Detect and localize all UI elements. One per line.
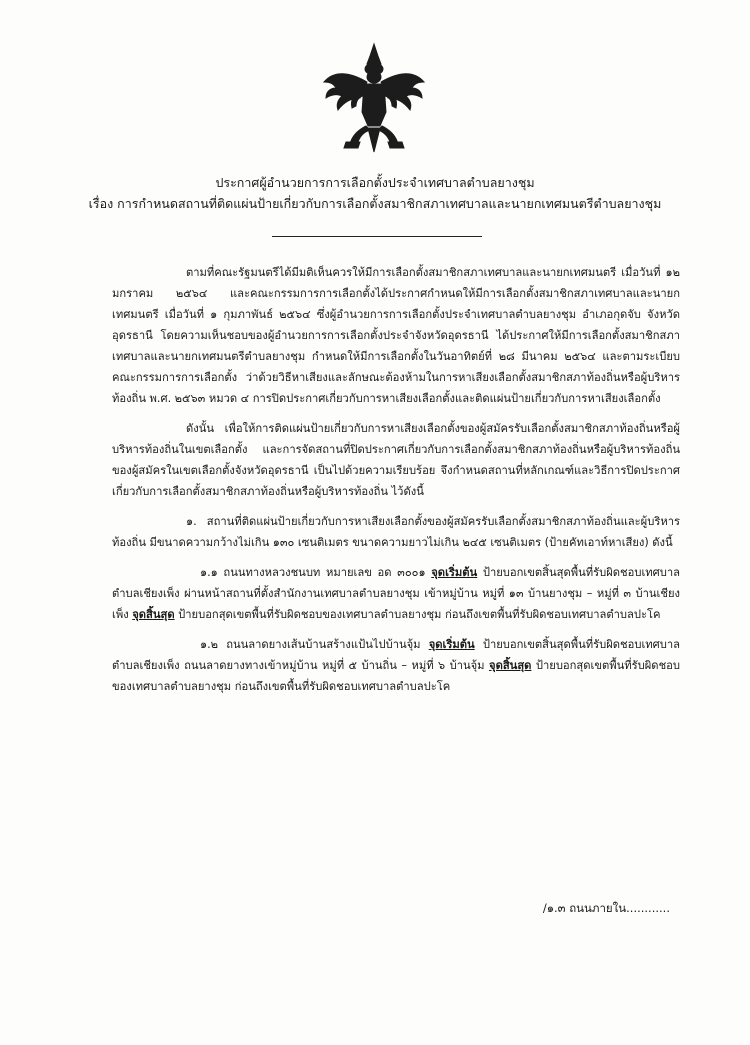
item-1-2-end-label: จุดสิ้นสุด [489, 659, 532, 672]
item-1-2-text-c: ป้ายบอกสุดเขตพื้นที่รับผิดชอบของเทศบาลตำบลยางชุม ก่อนถึงเขตพื้นที่รับผิดชอบเทศบาลตำบลปะโค [112, 659, 680, 693]
item-1-1-text-b: ป้ายบอกเขตสิ้นสุดพื้นที่รับผิดชอบเทศบาลตำบลเชียงเพ็ง ผ่านหน้าสถานที่ตั้งสำนักงานเทศบาลตำบลยางชุม เข้าหมู่บ้าน หมู่ที่ ๑๓ บ้านยางชุม – หมู่ที่ ๓ บ้านเชียงเพ็ง [112, 566, 680, 621]
paragraph-purpose: ดังนั้น เพื่อให้การติดแผ่นป้ายเกี่ยวกับการหาเสียงเลือกตั้งของผู้สมัครรับเลือกตั้งสมาชิกสภาท้องถิ่นหรือผู้บริหารท้องถิ่นในเขตเลือกตั้ง และการจัดสถานที่ปิดประกาศเกี่ยวกับการเลือกตั้งสมาชิกสภาท้องถิ่นหรือผู้บริหารท้องถิ่นของผู้สมัครในเขตเลือกตั้งจังหวัดอุดรธานี เป็นไปด้วยความเรียบร้อย จึงกำหนดสถานที่หลักเกณฑ์และวิธีการปิดประกาศเกี่ยวกับการเลือกตั้งสมาชิกสภาท้องถิ่นหรือผู้บริหารท้องถิ่น ไว้ดังนี้ [112, 422, 680, 498]
announcement-header [0, 172, 750, 214]
announcement-body [112, 262, 680, 706]
item-1-2-start-label: จุดเริ่มต้น [428, 638, 475, 651]
item-1-2-text-b: ป้ายบอกเขตสิ้นสุดพื้นที่รับผิดชอบเทศบาลตำบลเชียงเพ็ง ถนนลาดยางทางเข้าหมู่บ้าน หมู่ที่ ๕ บ้านถิ่น – หมู่ที่ ๖ บ้านจุ้ม [112, 638, 680, 672]
item-1-1-end-label: จุดสิ้นสุด [132, 608, 175, 621]
continuation-note: /๑.๓ ถนนภายใน............ [542, 901, 670, 915]
garuda-emblem-icon [320, 42, 428, 154]
item-1-1-start-label: จุดเริ่มต้น [431, 566, 478, 579]
item-1-2-text-a: ๑.๒ ถนนลาดยางเส้นบ้านสร้างแป้นไปบ้านจุ้ม [200, 638, 429, 651]
item-1-1-text-c: ป้ายบอกสุดเขตพื้นที่รับผิดชอบของเทศบาลตำบลยางชุม ก่อนถึงเขตพื้นที่รับผิดชอบเทศบาลตำบลปะโค [174, 608, 661, 621]
list-item-1-1 [112, 562, 680, 625]
announcement-subject: เรื่อง การกำหนดสถานที่ติดแผ่นป้ายเกี่ยวกับการเลือกตั้งสมาชิกสภาเทศบาลและนายกเทศมนตรีตำบลยางชุม [88, 196, 662, 211]
header-divider [272, 236, 482, 237]
paragraph-section-1: ๑. สถานที่ติดแผ่นป้ายเกี่ยวกับการหาเสียงเลือกตั้งของผู้สมัครรับเลือกตั้งสมาชิกสภาท้องถิ่นและผู้บริหารท้องถิ่น มีขนาดความกว้างไม่เกิน ๑๓๐ เซนติเมตร ขนาดความยาวไม่เกิน ๒๔๕ เซนติเมตร (ป้ายคัทเอาท์หาเสียง) ดังนี้ [112, 515, 680, 549]
item-1-1-text-a: ๑.๑ ถนนทางหลวงชนบท หมายเลข อด ๓๐๐๑ [200, 566, 432, 579]
announcement-title: ประกาศผู้อำนวยการการเลือกตั้งประจำเทศบาลตำบลยางชุม [215, 175, 535, 190]
list-item-1-2 [112, 634, 680, 697]
paragraph-background: ตามที่คณะรัฐมนตรีได้มีมติเห็นควรให้มีการเลือกตั้งสมาชิกสภาเทศบาลและนายกเทศมนตรี เมื่อวันที่ ๑๒ มกราคม ๒๕๖๔ และคณะกรรมการการเลือกตั้งได้ประกาศกำหนดให้มีการเลือกตั้งสมาชิกสภาเทศบาลและนายกเทศมนตรี เมื่อวันที่ ๑ กุมภาพันธ์ ๒๕๖๔ ซึ่งผู้อำนวยการการเลือกตั้งประจำเทศบาลตำบลยางชุม อำเภอกุดจับ จังหวัดอุดรธานี โดยความเห็นชอบของผู้อำนวยการการเลือกตั้งประจำจังหวัดอุดรธานี ได้ประกาศให้มีการเลือกตั้งสมาชิกสภาเทศบาลและนายกเทศมนตรีตำบลยางชุม กำหนดให้มีการเลือกตั้งในวันอาทิตย์ที่ ๒๘ มีนาคม ๒๕๖๔ และตามระเบียบคณะกรรมการการเลือกตั้ง ว่าด้วยวิธีหาเสียงและลักษณะต้องห้ามในการหาเสียงเลือกตั้งสมาชิกสภาท้องถิ่นหรือผู้บริหารท้องถิ่น พ.ศ. ๒๕๖๓ หมวด ๔ การปิดประกาศเกี่ยวกับการหาเสียงเลือกตั้งและติดแผ่นป้ายเกี่ยวกับการหาเสียงเลือกตั้ง [112, 266, 680, 405]
